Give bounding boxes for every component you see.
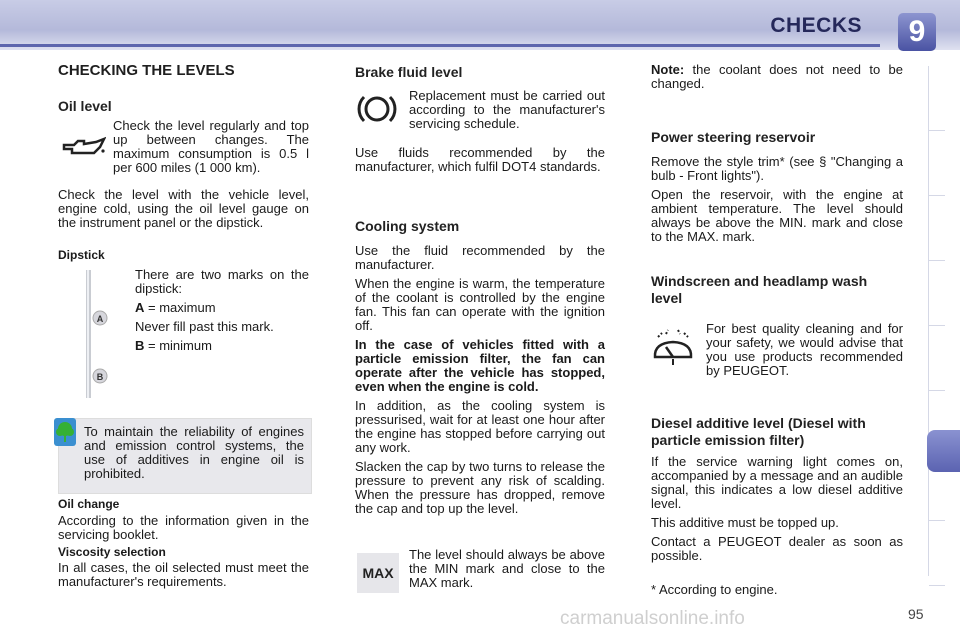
page-number: 95 xyxy=(908,606,924,622)
watermark: carmanualsonline.info xyxy=(560,608,745,629)
power-steering-title: Power steering reservoir xyxy=(651,129,816,145)
oil-change-title: Oil change xyxy=(58,497,120,511)
chapter-badge: 9 xyxy=(898,13,936,51)
oil-level-check-text: Check the level with the vehicle level, engine cold, using the oil level gauge on the instrument panel or the dipstick. xyxy=(58,187,309,230)
dipstick-title: Dipstick xyxy=(58,248,105,262)
max-text: The level should always be above the MIN mark and close to the MAX mark. xyxy=(409,547,605,590)
tip-tree-icon xyxy=(54,418,76,446)
max-level-icon xyxy=(357,553,399,593)
page-title: CHECKS xyxy=(770,14,862,37)
oil-level-title: Oil level xyxy=(58,98,112,114)
header-rule xyxy=(0,44,880,47)
dipstick-icon xyxy=(70,266,118,402)
footnote: * According to engine. xyxy=(651,582,778,597)
dipstick-label-b: B xyxy=(96,372,104,382)
oil-change-text: According to the information given in the servicing booklet. xyxy=(58,513,309,542)
brake-warning-icon xyxy=(356,90,398,128)
brake-fluids-text: Use fluids recommended by the manufacturer, which fulfil DOT4 standards. xyxy=(355,145,605,174)
dipstick-text: There are two marks on the dipstick: A = maximum Never fill past this mark. B = minimum xyxy=(135,267,309,353)
diesel-additive-text: If the service warning light comes on, accompanied by a message and an audible signal, this indicates a low diesel additive level. This additive must be topped up. Contact a PEUGEOT dealer as soon as possible. xyxy=(651,454,903,563)
brake-fluid-title: Brake fluid level xyxy=(355,64,463,80)
tip-text: To maintain the reliability of engines and emission control systems, the use of additives in engine oil is prohibited. xyxy=(84,424,304,481)
diesel-additive-title: Diesel additive level (Diesel with particle emission filter) xyxy=(651,415,866,448)
cooling-text: Use the fluid recommended by the manufacturer. When the engine is warm, the temperature of the coolant is controlled by the engine fan. This fan can operate with the ignition off. In the case of vehicles fitted with a particle emission filter, the fan can operate after the vehicle has stopped, even when the engine is cold. In addition, as the cooling system is pressurised, wait for at least one hour after the engine has stopped before carrying out any work. Slacken the cap by two turns to release the pressure to prevent any risk of scalding. When the pressure has dropped, remove the cap and top up the level. xyxy=(355,243,605,516)
viscosity-title: Viscosity selection xyxy=(58,545,166,559)
max-label: MAX xyxy=(362,565,394,581)
cooling-title: Cooling system xyxy=(355,218,460,234)
section-title: CHECKING THE LEVELS xyxy=(58,62,235,79)
washer-title: Windscreen and headlamp wash level xyxy=(651,273,868,306)
oil-can-icon xyxy=(60,135,106,161)
side-tabs xyxy=(928,66,945,576)
brake-replace-text: Replacement must be carried out according to the manufacturer's servicing schedule. xyxy=(409,88,605,131)
washer-icon xyxy=(650,327,696,367)
coolant-note: Note: the coolant does not need to be changed. xyxy=(651,62,903,91)
viscosity-text: In all cases, the oil selected must meet the manufacturer's requirements. xyxy=(58,560,309,589)
oil-check-text: Check the level regularly and top up between changes. The maximum consumption is 0.5 l per 600 miles (1 000 km). xyxy=(113,118,309,175)
side-tab-active[interactable] xyxy=(927,430,960,472)
power-steering-text: Remove the style trim* (see § "Changing a bulb - Front lights"). Open the reservoir, with the engine at ambient temperature. The level should always be above the MIN. mark and close to the MAX. mark. xyxy=(651,154,903,244)
dipstick-label-a: A xyxy=(96,314,104,324)
washer-text: For best quality cleaning and for your safety, we would advise that you use products recommended by PEUGEOT. xyxy=(706,321,903,378)
